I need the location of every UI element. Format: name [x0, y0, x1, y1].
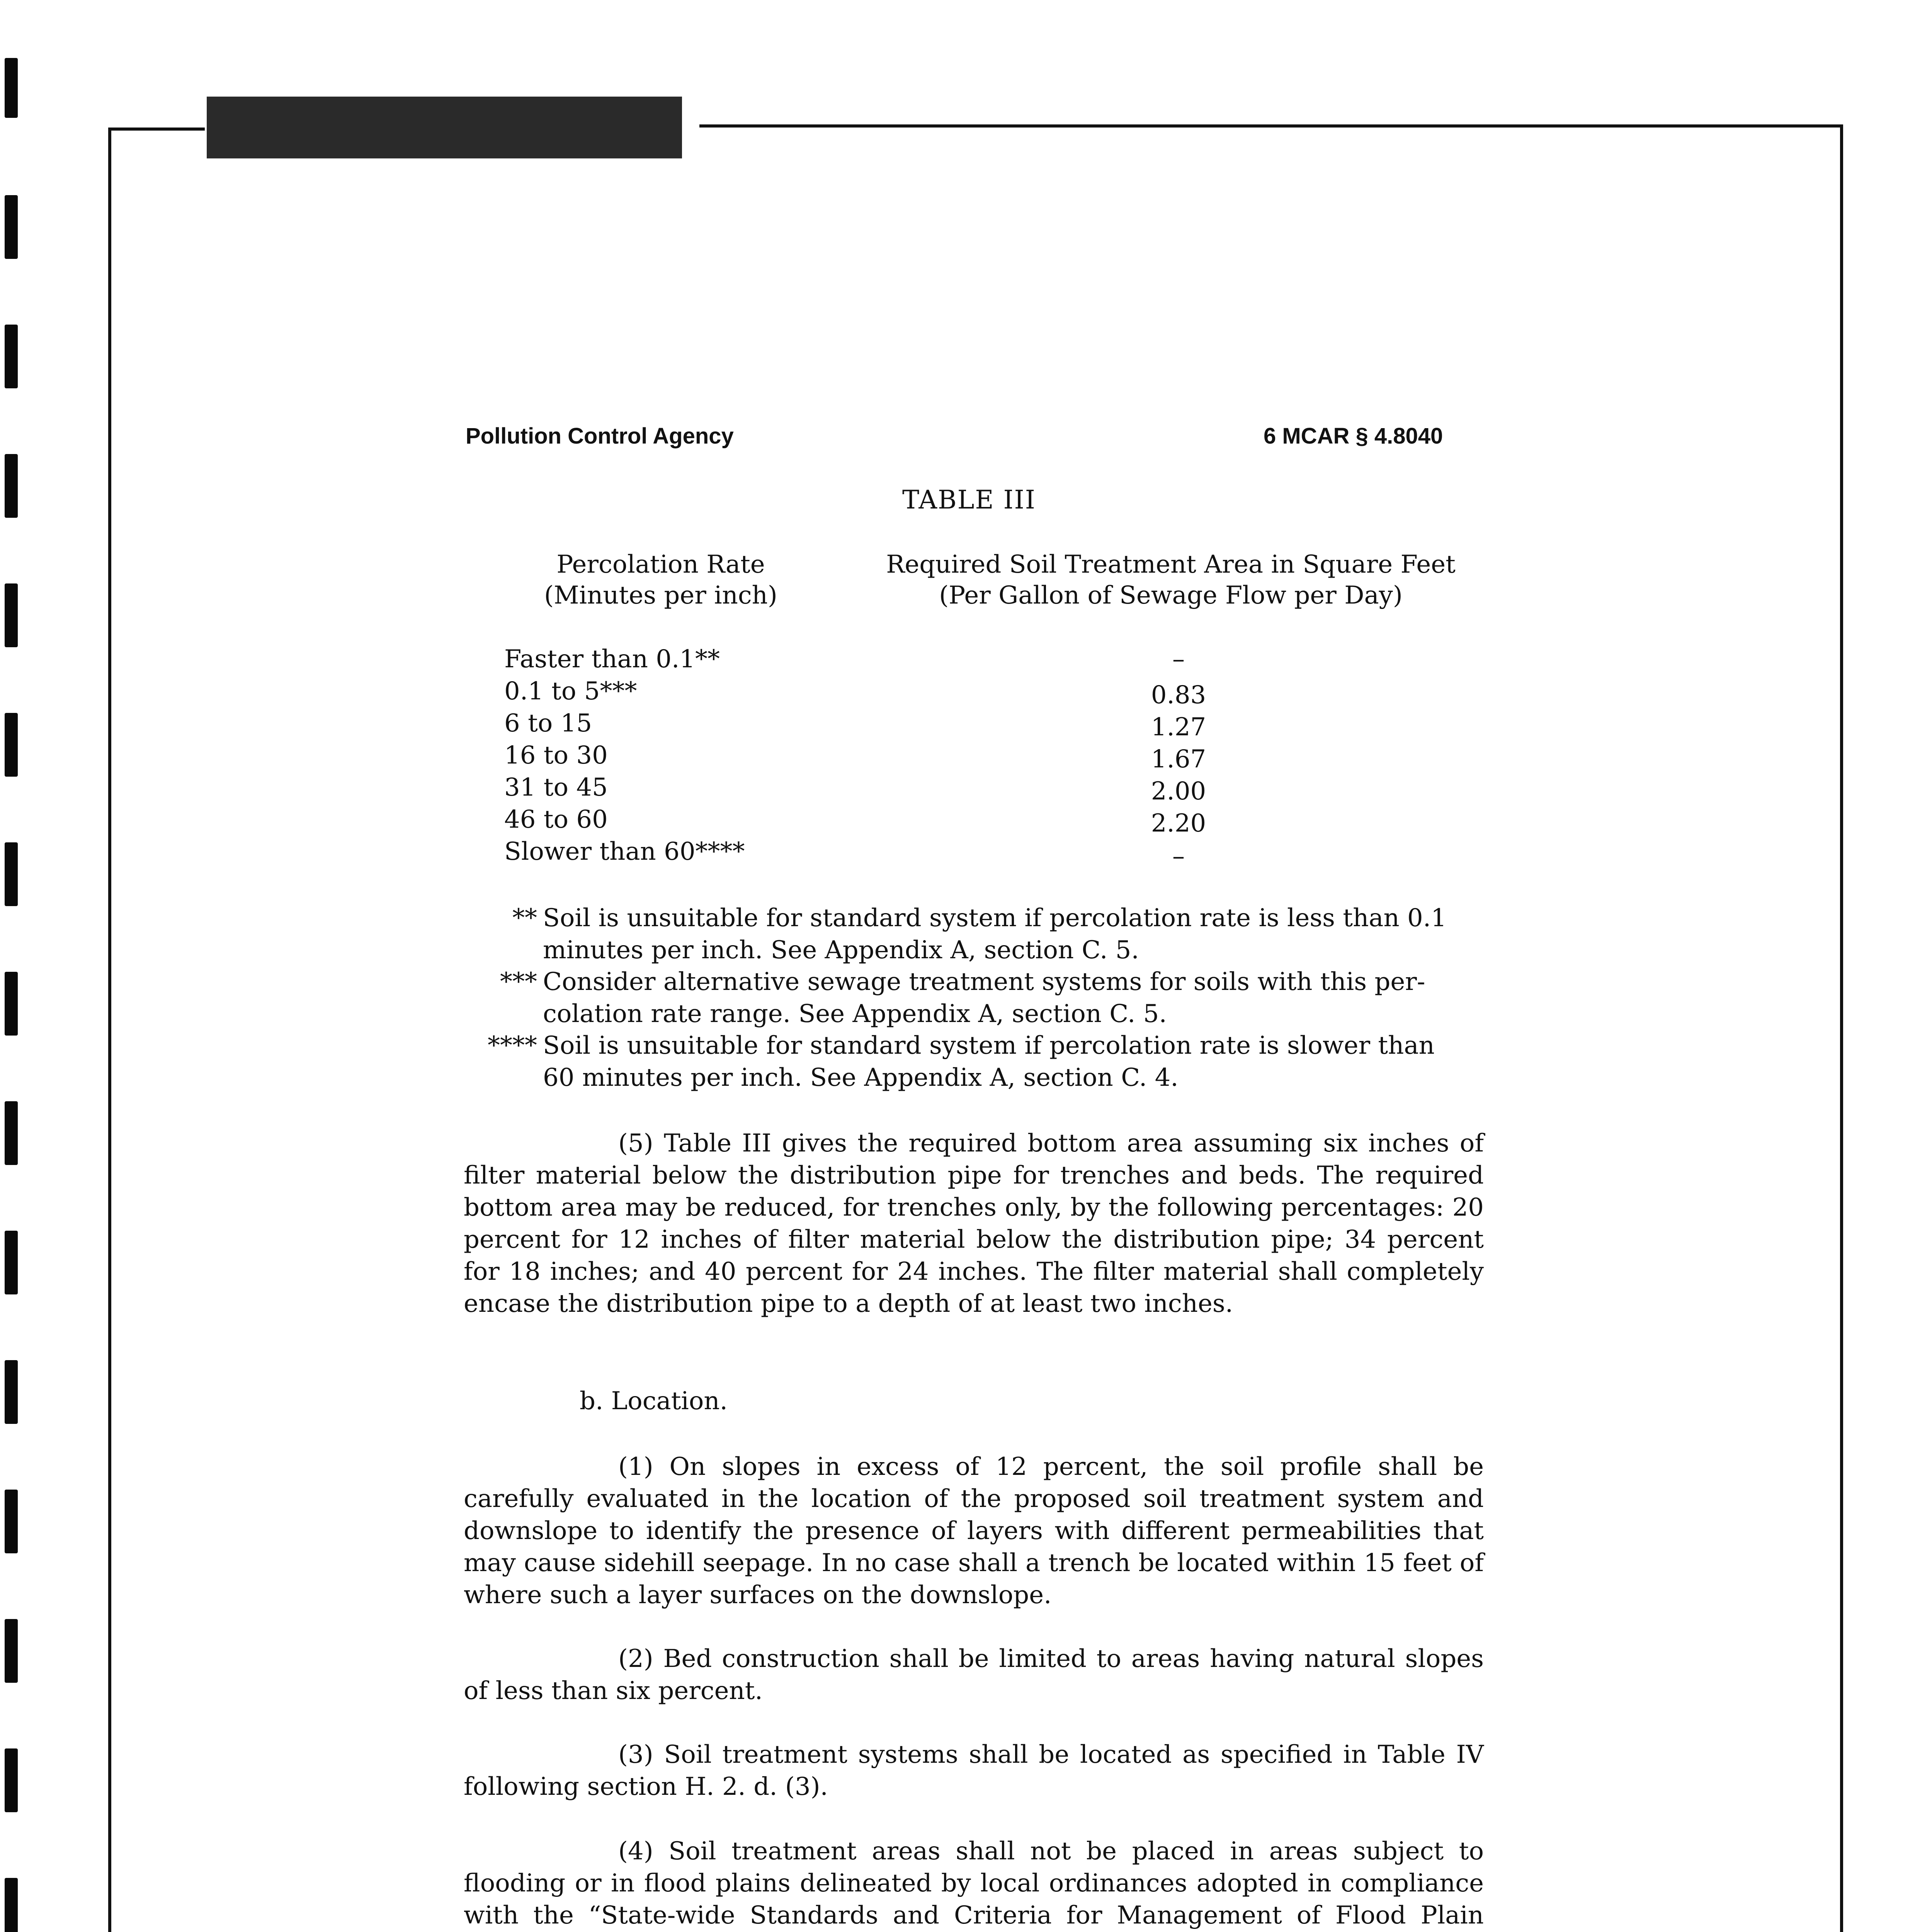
table-row-rate: 46 to 60 — [504, 805, 608, 834]
frame-line — [108, 128, 205, 131]
footnote-line: Soil is unsuitable for standard system if percolation rate is less than 0.1 — [543, 904, 1447, 932]
table-row-rate: 6 to 15 — [504, 709, 592, 738]
column-header: (Minutes per inch) — [544, 581, 777, 610]
table-row-area: 2.20 — [1151, 809, 1206, 838]
footnote-text — [543, 902, 1484, 966]
paragraph-text: (4) Soil treatment areas shall not be placed in areas subject to flooding or in flood plains delineated by local ordinances adopted in compliance with the “State-wide Standards and Criteria for Management of Flood Plain — [464, 1837, 1484, 1930]
column-header: (Per Gallon of Sewage Flow per Day) — [939, 581, 1403, 610]
table-row-rate: 31 to 45 — [504, 773, 608, 802]
column-header: Required Soil Treatment Area in Square Feet — [886, 550, 1456, 579]
binder-hole-marker — [5, 1490, 18, 1553]
binder-hole-marker — [5, 1101, 18, 1165]
binder-hole-marker — [5, 1231, 18, 1294]
footnote-mark: *** — [500, 968, 537, 996]
paragraph-text: (3) Soil treatment systems shall be located as specified in Table IV following section H. 2. d. (3). — [464, 1740, 1484, 1801]
paragraph-2 — [464, 1643, 1484, 1707]
footnote-line: minutes per inch. See Appendix A, section C. 5. — [543, 936, 1139, 964]
paragraph-text: (2) Bed construction shall be limited to areas having natural slopes of less than six percent. — [464, 1645, 1484, 1705]
table-row-area: 1.27 — [1151, 713, 1206, 742]
table-row-area: 2.00 — [1151, 777, 1206, 806]
agency-header: Pollution Control Agency — [466, 423, 734, 449]
frame-line — [108, 128, 111, 1932]
binder-hole-marker — [5, 454, 18, 518]
section-heading: b. Location. — [580, 1387, 728, 1415]
frame-line — [1840, 124, 1843, 1932]
binder-hole-marker — [5, 1878, 18, 1932]
table-row-area: – — [1172, 645, 1185, 673]
footnote-mark: ** — [512, 904, 537, 932]
binder-hole-marker — [5, 1748, 18, 1812]
binder-hole-marker — [5, 842, 18, 906]
binder-hole-marker — [5, 1619, 18, 1683]
paragraph-text: (1) On slopes in excess of 12 percent, the soil profile shall be carefully evaluated in the location of the proposed soil treatment system and downslope to identify the presence of layers with different permeabilities that may cause sidehill seepage. In no case shall a trench be located within 15 feet of where such a layer surfaces on the downslope. — [464, 1452, 1484, 1609]
footnote-line: Consider alternative sewage treatment systems for soils with this per- — [543, 968, 1425, 996]
redacted-label-block — [207, 97, 682, 158]
footnote-text — [543, 966, 1484, 1030]
footnote-line: 60 minutes per inch. See Appendix A, section C. 4. — [543, 1063, 1179, 1092]
footnote-text — [543, 1030, 1484, 1094]
paragraph-3 — [464, 1739, 1484, 1803]
binder-hole-marker — [5, 713, 18, 777]
binder-hole-marker — [5, 1360, 18, 1424]
table-row-rate: 16 to 30 — [504, 741, 608, 770]
table-row-rate: 0.1 to 5*** — [504, 677, 637, 706]
footnote-line: Soil is unsuitable for standard system if percolation rate is slower than — [543, 1031, 1435, 1060]
table-row-area: 1.67 — [1151, 745, 1206, 774]
table-row-rate: Slower than 60**** — [504, 837, 745, 866]
footnote-line: colation rate range. See Appendix A, section C. 5. — [543, 1000, 1167, 1028]
paragraph-5 — [464, 1128, 1484, 1320]
frame-line — [699, 124, 1843, 128]
table-row-area: – — [1172, 842, 1185, 871]
footnote-mark: **** — [488, 1031, 537, 1060]
binder-hole-marker — [5, 583, 18, 647]
code-header: 6 MCAR § 4.8040 — [1264, 423, 1443, 449]
table-title: TABLE III — [902, 485, 1036, 515]
table-row-rate: Faster than 0.1** — [504, 645, 720, 673]
paragraph-1 — [464, 1451, 1484, 1611]
paragraph-4 — [464, 1835, 1484, 1932]
binder-hole-marker — [5, 58, 18, 118]
table-row-area: 0.83 — [1151, 681, 1206, 709]
binder-hole-marker — [5, 325, 18, 388]
binder-hole-marker — [5, 195, 18, 259]
binder-hole-marker — [5, 972, 18, 1036]
column-header: Percolation Rate — [556, 550, 765, 579]
paragraph-text: (5) Table III gives the required bottom area assuming six inches of filter material below the distribution pipe for trenches and beds. The required bottom area may be reduced, for trenches only, by the following percentages: 20 percent for 12 inches of filter material below the distribution pipe; 34 percent for 18 inches; and 40 percent for 24 inches. The filter material shall completely encase the distribution pipe to a depth of at least two inches. — [464, 1129, 1484, 1318]
